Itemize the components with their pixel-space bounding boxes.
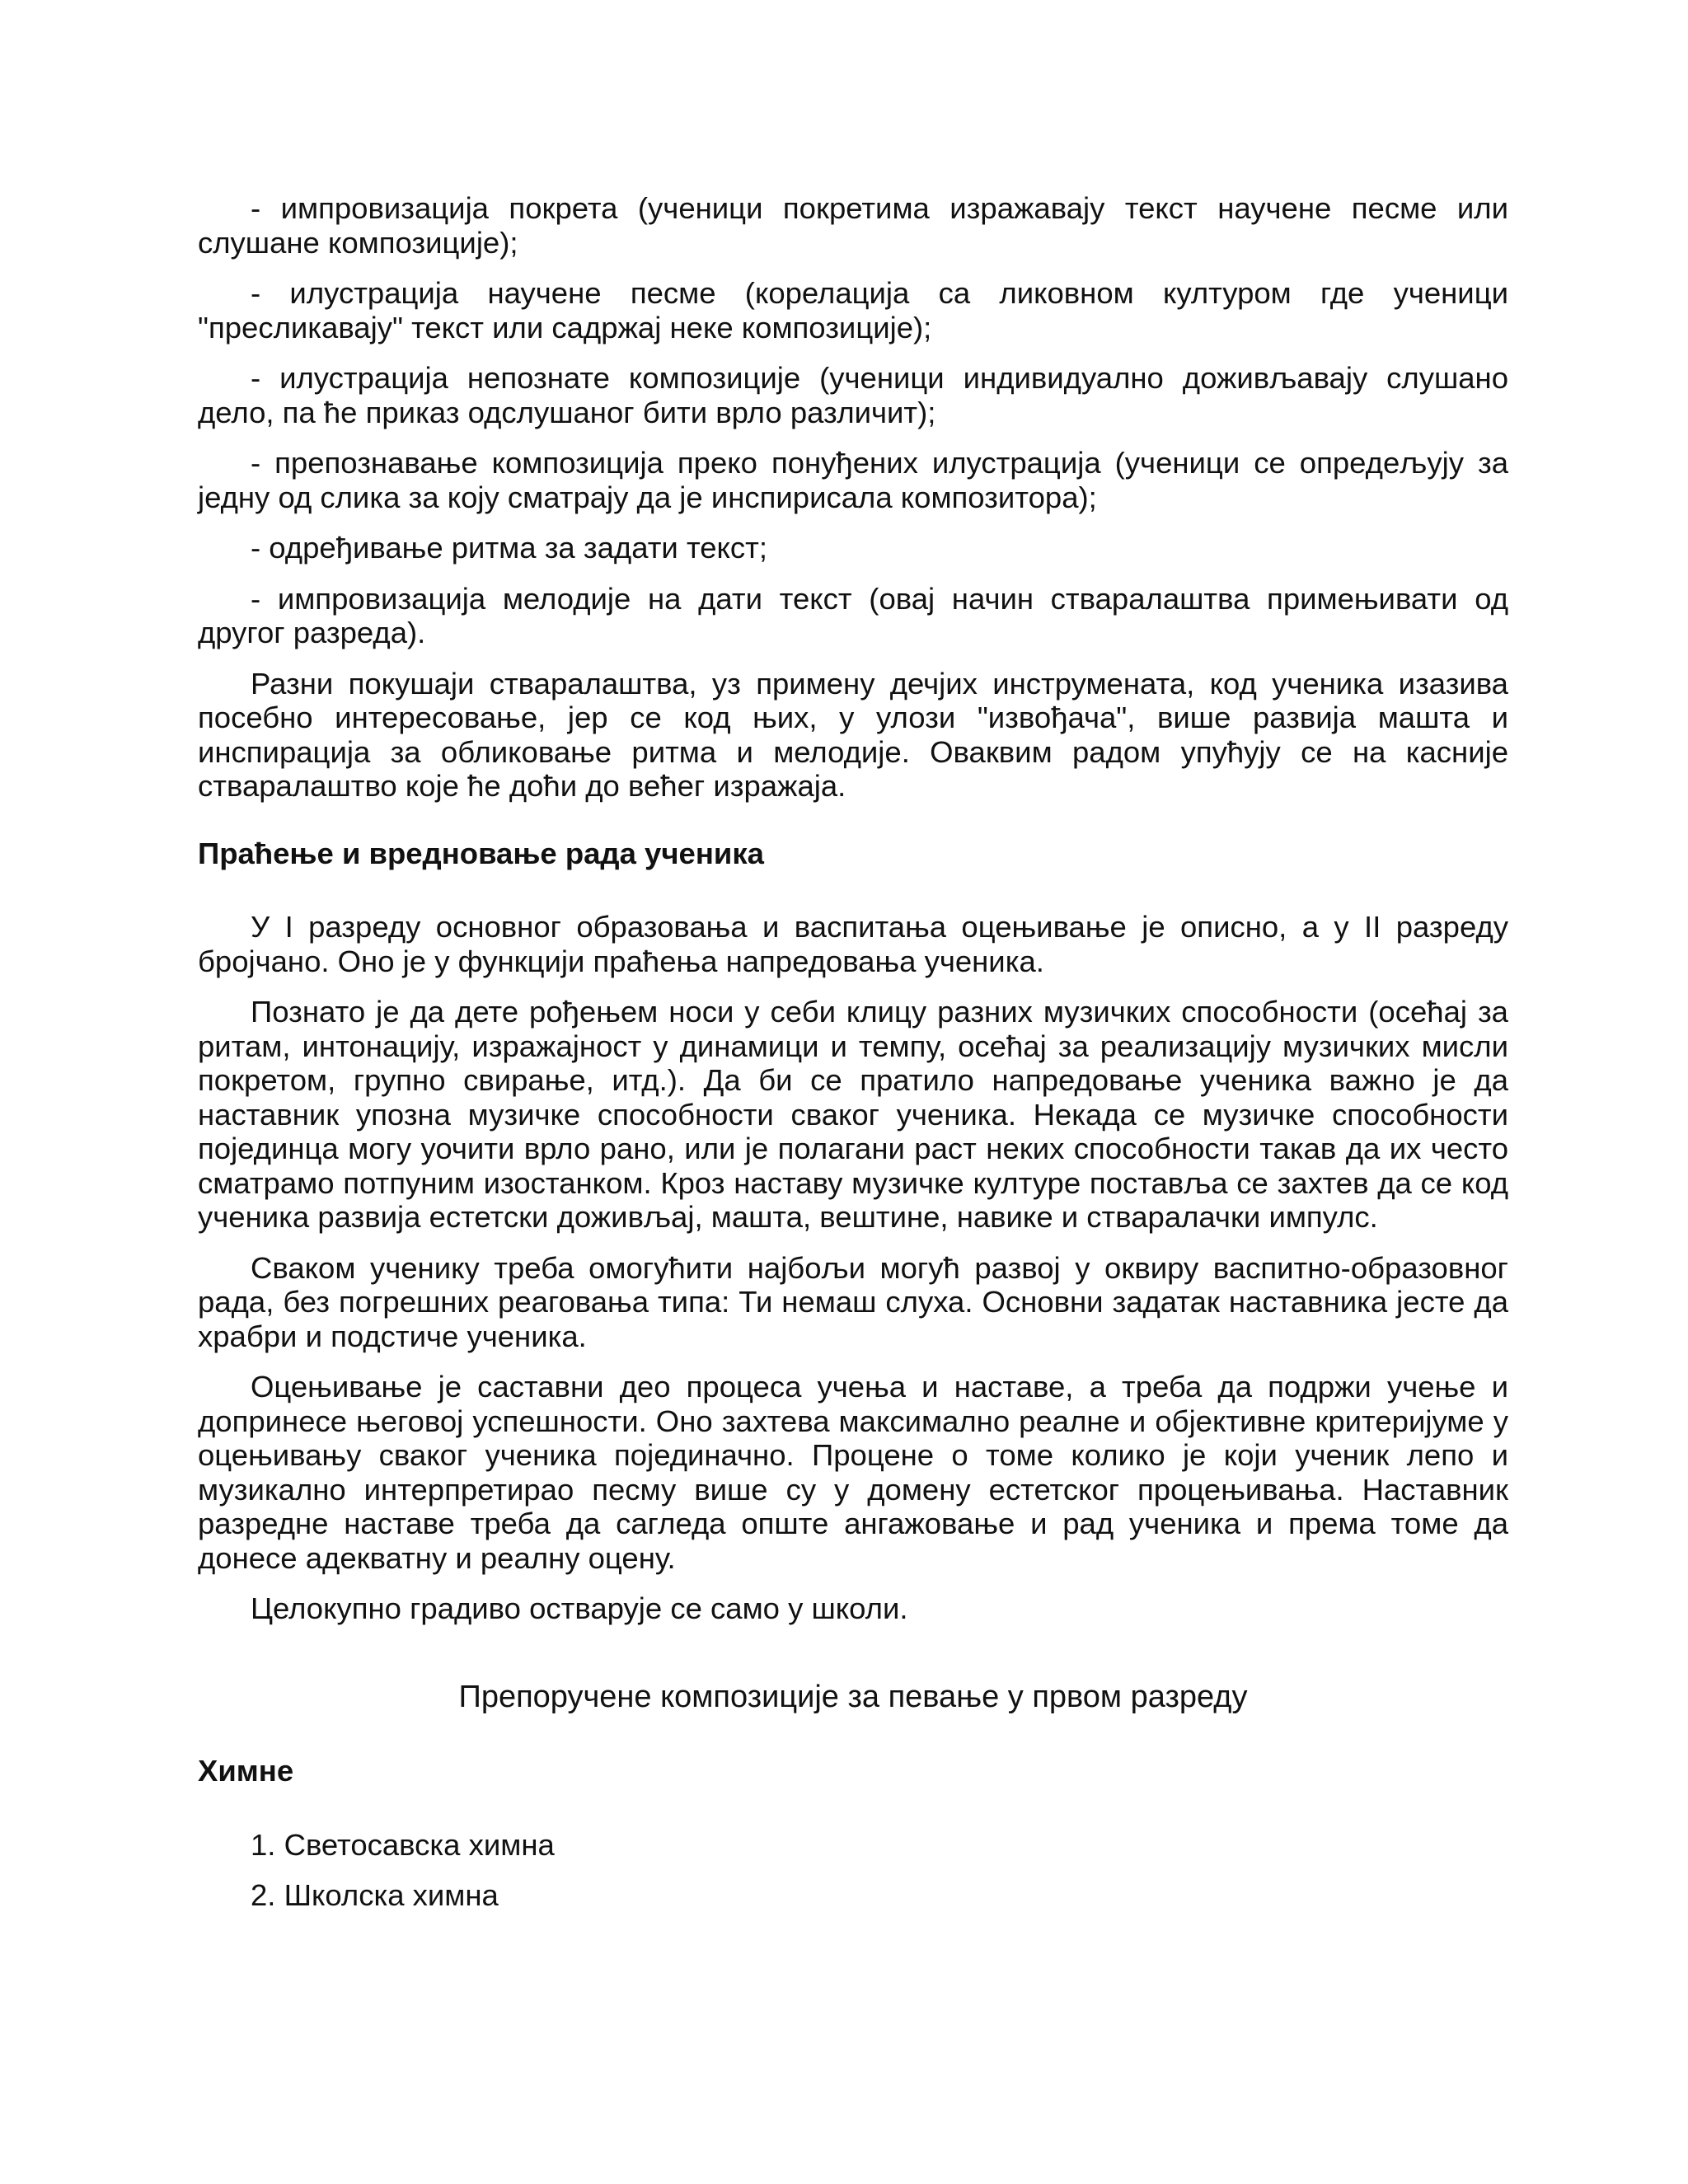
anthems-heading: Химне [198, 1754, 294, 1788]
recommended-title: Препоручене композиције за певање у првом разреду [458, 1679, 1248, 1714]
section-paragraph: Целокупно градиво остварује се само у школи. [251, 1591, 908, 1625]
activity-item: - илустрација научене песме (корелација са ликовном културом где ученици "пресликавају" текст или садржај неке композиције); [198, 276, 1508, 344]
section-heading: Праћење и вредновање рада ученика [198, 836, 764, 870]
section-paragraph: Познато је да дете рођењем носи у себи клицу разних музичких способности (осећај за ритам, интонацију, изражајност у динамици и темпу, осећај за реализацију музичких мисли покретом, групно свирање, итд.). Да би се пратило напредовање ученика важно је да наставник упозна музичке способности сваког ученика. Некада се музичке способности појединца могу уочити врло рано, или је полагани раст неких способности такав да их често сматрамо потпуним изостанком. Кроз наставу музичке културе поставља се захтев да се код ученика развија естетски доживљај, машта, вештине, навике и стваралачки импулс. [198, 995, 1508, 1234]
section-paragraph: У I разреду основног образовања и васпитања оцењивање је описно, а у II разреду бројчано. Оно је у функцији праћења напредовања ученика. [198, 910, 1508, 978]
anthem-item: 1. Светосавска химна [251, 1827, 555, 1862]
activity-item: - илустрација непознате композиције (ученици индивидуално доживљавају слушано дело, па ће приказ одслушаног бити врло различит); [198, 361, 1508, 429]
anthem-item: 2. Школска химна [251, 1878, 499, 1912]
activity-item: - импровизација покрета (ученици покретима изражавају текст научене песме или слушане композиције); [198, 191, 1508, 260]
section-paragraph: Сваком ученику треба омогућити најбољи могућ развој у оквиру васпитно-образовног рада, без погрешних реаговања типа: Ти немаш слуха. Основни задатак наставника јесте да храбри и подстиче ученика. [198, 1250, 1508, 1353]
activity-item: - импровизација мелодије на дати текст (овај начин стваралаштва примењивати од другог разреда). [198, 581, 1508, 649]
activity-item: - одређивање ритма за задати текст; [251, 531, 768, 565]
section-paragraph: Оцењивање је саставни део процеса учења и наставе, а треба да подржи учење и допринесе његовој успешности. Оно захтева максимално реалне и објективне критеријуме у оцењивању сваког ученика појединачно. Процене о томе колико је који ученик лепо и музикално интерпретирао песму више су у домену естетског процењивања. Наставник разредне наставе треба да сагледа опште ангажовање и рад ученика и према томе да донесе адекватну и реалну оцену. [198, 1370, 1508, 1575]
document-page [198, 191, 1508, 1929]
intro-paragraph: Разни покушаји стваралаштва, уз примену дечјих инструмената, код ученика изазива посебно интересовање, јер се код њих, у улози "извођача", више развија машта и инспирација за обликовање ритма и мелодије. Оваквим радом упућују се на касније стваралаштво које ће доћи до већег изражаја. [198, 666, 1508, 803]
activity-item: - препознавање композиција преко понуђених илустрација (ученици се опредељују за једну од слика за коју сматрају да је инспирисала композитора); [198, 446, 1508, 514]
